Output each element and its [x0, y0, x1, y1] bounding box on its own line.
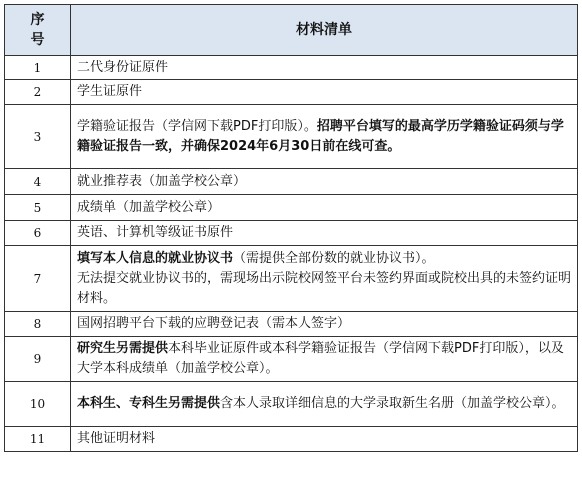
row-number: 10	[5, 382, 71, 427]
table-row	[5, 427, 578, 452]
row-text: 学籍验证报告（学信网下载PDF打印版）。招聘平台填写的最高学历学籍验证码须与学籍验证报告一致，并确保2024年6月30日前在线可查。	[71, 105, 578, 169]
table-row	[5, 312, 578, 337]
row-number: 5	[5, 195, 71, 221]
table-row	[5, 382, 578, 427]
table-row	[5, 169, 578, 195]
table-row	[5, 246, 578, 312]
row-text: 国网招聘平台下载的应聘登记表（需本人签字）	[71, 312, 578, 337]
table-row	[5, 105, 578, 169]
table-row	[5, 195, 578, 221]
table-row	[5, 221, 578, 246]
header-materials: 材料清单	[71, 5, 578, 56]
row-text: 研究生另需提供本科毕业证原件或本科学籍验证报告（学信网下载PDF打印版），以及大学本科成绩单（加盖学校公章）。	[71, 337, 578, 382]
row-number: 11	[5, 427, 71, 452]
materials-table	[4, 4, 578, 452]
row-number: 9	[5, 337, 71, 382]
row-number: 3	[5, 105, 71, 169]
row-number: 4	[5, 169, 71, 195]
row-number: 1	[5, 56, 71, 80]
row-text: 学生证原件	[71, 80, 578, 105]
row-text: 填写本人信息的就业协议书（需提供全部份数的就业协议书）。 无法提交就业协议书的，需现场出示院校网签平台未签约界面或院校出具的未签约证明材料。	[71, 246, 578, 312]
row-text: 英语、计算机等级证书原件	[71, 221, 578, 246]
row-text: 就业推荐表（加盖学校公章）	[71, 169, 578, 195]
table-row	[5, 337, 578, 382]
row-number: 8	[5, 312, 71, 337]
row-text: 二代身份证原件	[71, 56, 578, 80]
row-text: 本科生、专科生另需提供含本人录取详细信息的大学录取新生名册（加盖学校公章）。	[71, 382, 578, 427]
row-text: 其他证明材料	[71, 427, 578, 452]
header-no: 序号	[5, 5, 71, 56]
table-row	[5, 80, 578, 105]
row-number: 6	[5, 221, 71, 246]
row-text: 成绩单（加盖学校公章）	[71, 195, 578, 221]
row-number: 2	[5, 80, 71, 105]
row-number: 7	[5, 246, 71, 312]
table-header-row	[5, 5, 578, 56]
table-row	[5, 56, 578, 80]
